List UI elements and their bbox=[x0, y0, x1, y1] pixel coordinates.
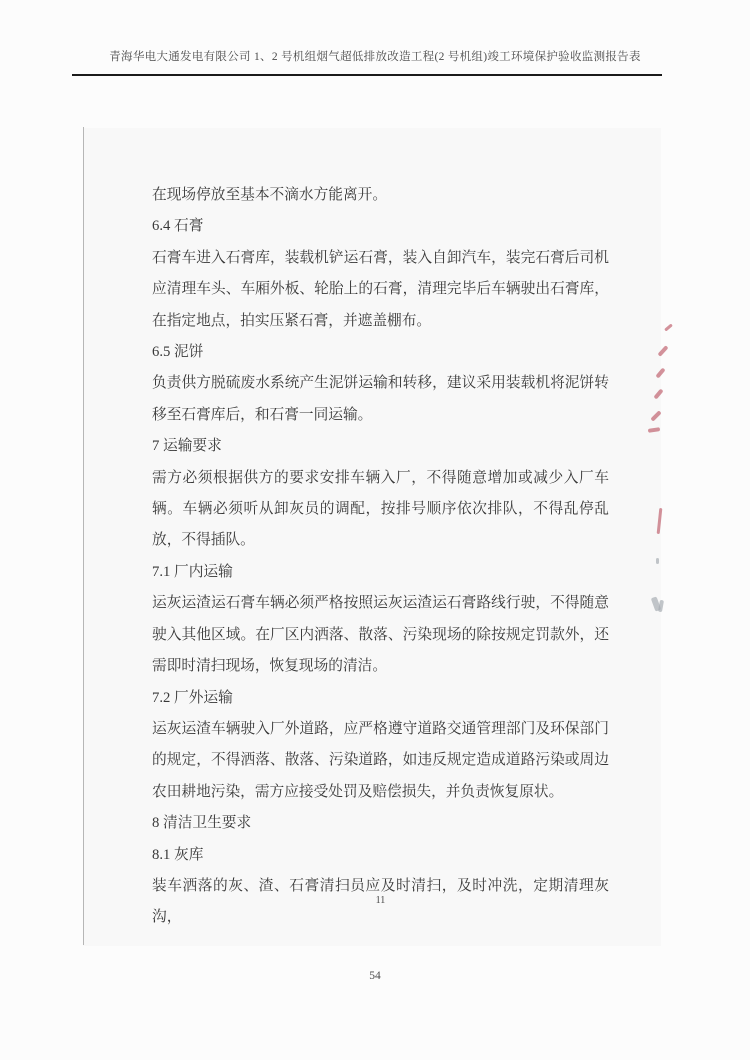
body-paragraph: 运灰运渣运石膏车辆必须严格按照运灰运渣运石膏路线行驶，不得随意驶入其他区域。在厂区内洒落、散落、污染现场的除按规定罚款外，还需即时清扫现场，恢复现场的清洁。 bbox=[152, 595, 609, 675]
section-heading: 7 运输要求 bbox=[152, 438, 222, 455]
inner-page-number: 11 bbox=[375, 895, 386, 906]
section-heading: 8.1 灰库 bbox=[152, 846, 204, 863]
section-heading: 7.2 厂外运输 bbox=[152, 689, 233, 706]
ink-bleed-mark bbox=[664, 323, 673, 331]
body-paragraph: 负责供方脱硫废水系统产生泥饼运输和转移，建议采用装载机将泥饼转移至石膏库后，和石膏一同运输。 bbox=[152, 375, 609, 423]
document-header-title: 青海华电大通发电有限公司 1、2 号机组烟气超低排放改造工程(2 号机组)竣工环境保护验收监测报告表 bbox=[109, 51, 641, 63]
header-rule bbox=[72, 74, 662, 76]
page-edge-line bbox=[83, 127, 84, 945]
section-heading: 6.4 石膏 bbox=[152, 218, 204, 235]
section-heading: 7.1 厂内运输 bbox=[152, 563, 233, 580]
outer-page-number: 54 bbox=[369, 970, 381, 982]
body-paragraph: 在现场停放至基本不滴水方能离开。 bbox=[152, 187, 388, 203]
body-paragraph: 需方必须根据供方的要求安排车辆入厂，不得随意增加或减少入厂车辆。车辆必须听从卸灰员的调配，按排号顺序依次排队，不得乱停乱放，不得插队。 bbox=[152, 469, 609, 549]
body-paragraph: 运灰运渣车辆驶入厂外道路，应严格遵守道路交通管理部门及环保部门的规定，不得洒落、散落、污染道路，如违反规定造成道路污染或周边农田耕地污染，需方应接受处罚及赔偿损失，并负责恢复原状。 bbox=[152, 720, 609, 800]
section-heading: 6.5 泥饼 bbox=[152, 344, 204, 361]
document-body bbox=[152, 180, 609, 934]
section-heading: 8 清洁卫生要求 bbox=[152, 815, 252, 832]
body-paragraph: 石膏车进入石膏库，装载机铲运石膏，装入自卸汽车，装完石膏后司机应清理车头、车厢外板、轮胎上的石膏，清理完毕后车辆驶出石膏库，在指定地点，拍实压紧石膏，并遮盖棚布。 bbox=[152, 249, 609, 329]
body-paragraph: 装车洒落的灰、渣、石膏清扫员应及时清扫，及时冲洗，定期清理灰沟， bbox=[152, 877, 609, 926]
